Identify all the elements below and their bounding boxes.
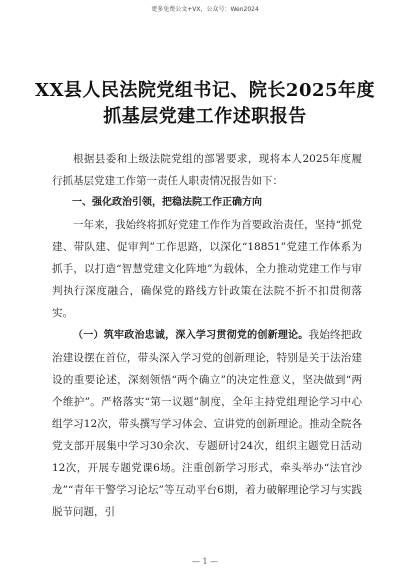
subsection-1-paragraph <box>52 324 362 523</box>
title-line-1: XX县人民法院党组书记、院长2025年度 <box>34 80 376 101</box>
subsection-1-heading: （一）筑牢政治忠诚，深入学习贯彻党的创新理论。 <box>73 330 309 341</box>
section-1-heading: 一、强化政治引领，把稳法院工作正确方向 <box>72 197 262 208</box>
page-header-note: 更多免费公文+VX，公众号：Wen2024 <box>151 6 259 13</box>
title-line-2: 抓基层党建工作述职报告 <box>103 106 307 127</box>
document-title <box>20 78 390 130</box>
section-1-paragraph: 一年来，我始终将抓好党建工作作为首要政治责任，坚持“抓党建、带队建、促审判”工作思路，以深化“18851”党建工作体系为抓手，以打造“智慧党建文化阵地”为载体，全力推动党建工作与审判执行深度融合，确保党的路线方针政策在法院不折不扣贯彻落实。 <box>52 219 362 319</box>
intro-paragraph: 根据县委和上级法院党组的部署要求，现将本人2025年度履行抓基层党建工作第一责任人职责情况报告如下： <box>52 153 362 187</box>
document-body <box>52 148 362 523</box>
page-number: — 1 — <box>191 557 219 566</box>
subsection-1-text: 我始终把政治建设摆在首位，带头深入学习党的创新理论，特别是关于法治建设的重要论述，深刻领悟“两个确立”的决定性意义，坚决做到“两个维护”。严格落实“第一议题”制度，全年主持党组理论学习中心组学习12次，带头撰写学习体会、宣讲党的创新理论。推动全院各党支部开展集中学习30余次、专题研讨24次，组织主题党日活动12次，开展专题党课6场。注重创新学习形式，牵头举办“法官沙龙”“青年干警学习论坛”等互动平台6期，着力破解理论学习与实践脱节问题，引 <box>52 329 363 518</box>
